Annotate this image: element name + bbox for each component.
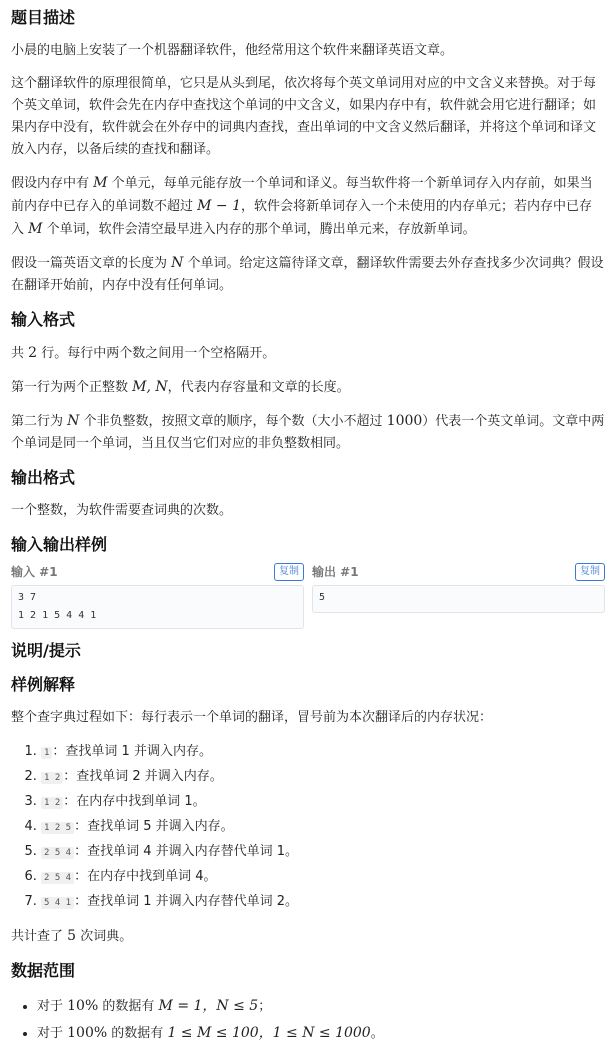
input-paragraph-3: 第二行为 N 个非负整数，按照文章的顺序，每个数（大小不超过 1000）代表一个英文单词。文章中两个单词是同一个单词，当且仅当它们对应的非负整数相同。 — [11, 413, 605, 451]
desc-paragraph-3: 假设内存中有 M 个单元，每单元能存放一个单词和译义。每当软件将一个新单词存入内存前，如果当前内存中已存入的单词数不超过 M − 1，软件会将新单词存入一个未使用的内存单元；若内存中已存入 M 个单词，软件会清空最早进入内存的那个单词，腾出单元来，存放新单词。 — [11, 175, 593, 237]
memory-state-code: 2 5 4 — [41, 872, 74, 884]
desc-paragraph-4: 假设一篇英语文章的长度为 N 个单词。给定这篇待译文章，翻译软件需要去外存查找多少次词典？假设在翻译开始前，内存中没有任何单词。 — [11, 255, 604, 293]
explain-total: 共计查了 5 次词典。 — [11, 928, 133, 944]
input-paragraph-2: 第一行为两个正整数 M, N，代表内存容量和文章的长度。 — [11, 379, 350, 395]
memory-state-code: 2 5 4 — [41, 847, 74, 859]
memory-state-code: 1 2 — [41, 772, 63, 784]
section-title-output: 输出格式 — [11, 468, 76, 487]
sample-input-label: 输入 #1 — [11, 565, 58, 579]
desc-paragraph-1: 小晨的电脑上安装了一个机器翻译软件，他经常用这个软件来翻译英语文章。 — [11, 43, 454, 58]
section-title-description: 题目描述 — [11, 8, 76, 27]
math-N: N — [171, 255, 184, 271]
sample-input-box: 3 7 1 2 1 5 4 4 1 — [11, 585, 304, 629]
section-title-hint: 说明/提示 — [11, 641, 81, 660]
list-item: 4. 1 2 5 ：查找单词 5 并调入内存。 — [41, 815, 605, 840]
section-title-range: 数据范围 — [11, 961, 76, 980]
explain-steps-list — [41, 740, 605, 915]
input-paragraph-1: 共 2 行。每行中两个数之间用一个空格隔开。 — [11, 345, 276, 361]
explain-intro: 整个查字典过程如下：每行表示一个单词的翻译，冒号前为本次翻译后的内存状况： — [11, 710, 493, 725]
range-list — [37, 993, 605, 1041]
list-item: 6. 2 5 4 ：在内存中找到单词 4。 — [41, 865, 605, 890]
section-title-samples: 输入输出样例 — [11, 535, 108, 554]
sample-input — [11, 561, 304, 629]
math-M: M — [93, 175, 108, 191]
section-title-input: 输入格式 — [11, 310, 76, 329]
memory-state-code: 1 — [41, 747, 52, 759]
list-item: 7. 5 4 1 ：查找单词 1 并调入内存替代单词 2。 — [41, 890, 605, 915]
list-item: 2. 1 2 ：查找单词 2 并调入内存。 — [41, 765, 605, 790]
section-title-explanation: 样例解释 — [11, 675, 76, 694]
sample-output — [312, 561, 605, 629]
memory-state-code: 1 2 — [41, 797, 63, 809]
math-N: N — [67, 413, 80, 429]
math-M-minus-1: M − 1 — [197, 198, 242, 214]
copy-input-button[interactable]: 复制 — [274, 563, 304, 581]
list-item: • 对于 100% 的数据有 1 ≤ M ≤ 100，1 ≤ N ≤ 1000。 — [37, 1020, 605, 1041]
copy-output-button[interactable]: 复制 — [575, 563, 605, 581]
list-item: 3. 1 2 ：在内存中找到单词 1。 — [41, 790, 605, 815]
list-item: • 对于 10% 的数据有 M = 1，N ≤ 5； — [37, 993, 605, 1020]
desc-paragraph-2: 这个翻译软件的原理很简单，它只是从头到尾，依次将每个英文单词用对应的中文含义来替换。对于每个英文单词，软件会先在内存中查找这个单词的中文含义，如果内存中有，软件就会用它进行翻译；如果内存中没有，软件就会在外存中的词典内查找，查出单词的中文含义然后翻译，并将这个单词和译文放入内存，以备后续的查找和翻译。 — [11, 76, 597, 157]
math-five: 5 — [67, 928, 77, 944]
math-thousand: 1000 — [386, 413, 423, 429]
math-M: M — [28, 221, 43, 237]
memory-state-code: 1 2 5 — [41, 822, 74, 834]
list-item: 1. 1 ：查找单词 1 并调入内存。 — [41, 740, 605, 765]
output-paragraph-1: 一个整数，为软件需要查词典的次数。 — [11, 503, 233, 518]
list-item: 5. 2 5 4 ：查找单词 4 并调入内存替代单词 1。 — [41, 840, 605, 865]
math-MN: M, N — [132, 379, 168, 395]
math-two: 2 — [28, 345, 38, 361]
samples-container — [11, 561, 605, 629]
sample-output-box: 5 — [312, 585, 605, 613]
memory-state-code: 5 4 1 — [41, 897, 74, 909]
sample-output-label: 输出 #1 — [312, 565, 359, 579]
